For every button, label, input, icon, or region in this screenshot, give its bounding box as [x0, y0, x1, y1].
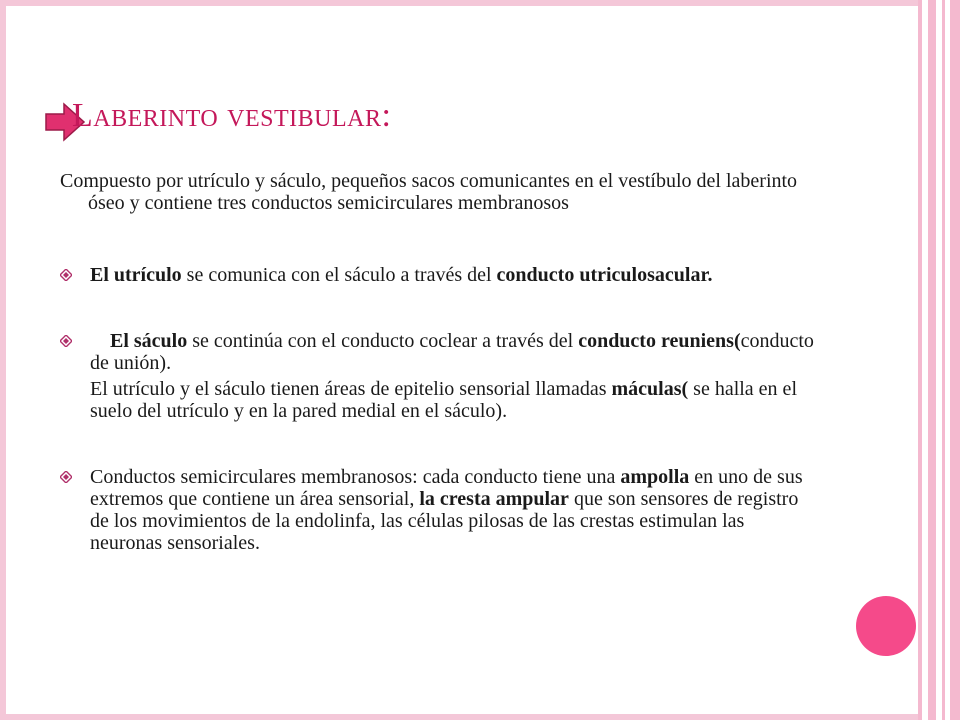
- slide-frame-bottom: [0, 714, 920, 720]
- decorative-stripes: [918, 0, 960, 720]
- maculas-paragraph: El utrículo y el sáculo tienen áreas de epitelio sensorial llamadas máculas( se halla en el suelo del utrículo y en la pared medial en el sáculo).: [90, 378, 797, 422]
- slide-frame-top: [0, 0, 920, 6]
- diamond-bullet-icon: [60, 269, 72, 281]
- decorative-circle: [856, 596, 916, 656]
- diamond-bullet-icon: [60, 471, 72, 483]
- slide-frame-left: [0, 0, 6, 720]
- bullet-conductos: Conductos semicirculares membranosos: cada conducto tiene una ampolla en uno de sus extremos que contiene un área sensorial, la cresta ampular que son sensores de registro de los movimientos de la endolinfa, las células pilosas de las crestas estimulan las neuronas sensoriales.: [60, 466, 820, 554]
- intro-text: Compuesto por utrículo y sáculo, pequeños sacos comunicantes en el vestíbulo del laberinto óseo y contiene tres conductos semicirculares membranosos: [60, 170, 798, 214]
- diamond-bullet-icon: [60, 335, 72, 347]
- slide-body: [60, 170, 820, 554]
- bullet-utriculo: El utrículo se comunica con el sáculo a través del conducto utriculosacular.: [60, 264, 820, 286]
- bullet-saculo: El sáculo se continúa con el conducto coclear a través del conducto reuniens(conducto de unión).: [60, 330, 820, 374]
- slide-title: Laberinto vestibular:: [72, 97, 392, 134]
